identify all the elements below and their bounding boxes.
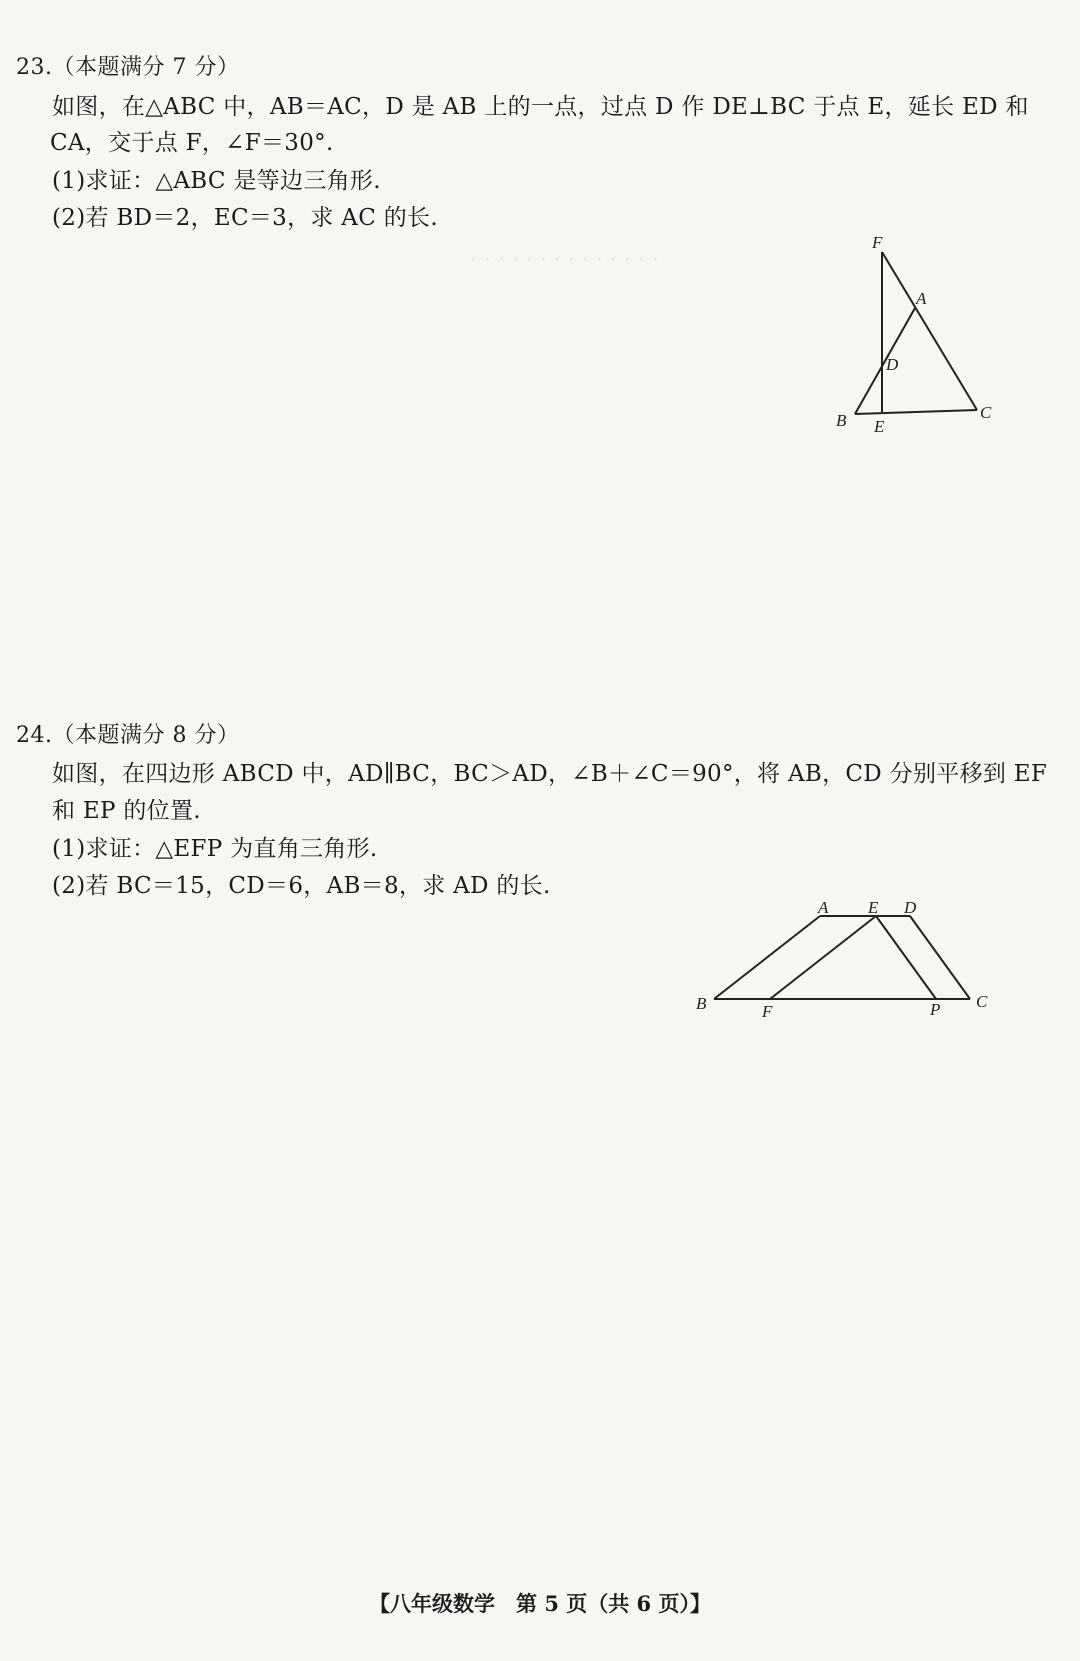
label-A: A <box>818 898 829 917</box>
label-P: P <box>930 1000 941 1019</box>
page-footer: 【八年级数学 第 5 页（共 6 页）】 <box>369 1591 711 1616</box>
label-F: F <box>762 1002 773 1021</box>
q23-heading: 23.（本题满分 7 分） <box>16 55 240 80</box>
segment-EF <box>770 916 876 999</box>
segment-FC <box>882 252 977 410</box>
label-E: E <box>874 417 885 436</box>
q23-stem-line2: CA，交于点 F，∠F＝30°. <box>50 130 334 156</box>
q23-stem-line1: 如图，在△ABC 中，AB＝AC，D 是 AB 上的一点，过点 D 作 DE⊥BC 于点 E，延长 ED 和 <box>52 94 1029 120</box>
label-D: D <box>886 355 899 374</box>
q24-figure <box>690 895 1010 1035</box>
bleed-through-text: · · · · · · · · · · · · · · <box>470 248 659 273</box>
q24-part1: (1)求证：△EFP 为直角三角形. <box>52 836 378 862</box>
label-A: A <box>916 289 927 308</box>
segment-DC <box>910 916 970 999</box>
label-B: B <box>696 994 707 1013</box>
segment-BA <box>855 308 915 414</box>
q23-part2: (2)若 BD＝2，EC＝3，求 AC 的长. <box>52 205 438 231</box>
segment-EP <box>876 916 936 999</box>
label-F: F <box>872 233 883 252</box>
q23-figure <box>820 232 1020 452</box>
label-D: D <box>904 898 917 917</box>
label-C: C <box>976 992 988 1011</box>
q24-part2: (2)若 BC＝15，CD＝6，AB＝8，求 AD 的长. <box>52 873 551 899</box>
label-E: E <box>868 898 879 917</box>
q24-stem-line2: 和 EP 的位置. <box>52 798 201 824</box>
q24-heading: 24.（本题满分 8 分） <box>16 723 240 748</box>
segment-BC <box>855 410 977 414</box>
q24-stem-line1: 如图，在四边形 ABCD 中，AD∥BC，BC＞AD，∠B＋∠C＝90°，将 AB，CD 分别平移到 EF <box>52 761 1048 787</box>
label-B: B <box>836 411 847 430</box>
q23-part1: (1)求证：△ABC 是等边三角形. <box>52 168 381 194</box>
label-C: C <box>980 403 992 422</box>
segment-AB <box>714 916 820 999</box>
